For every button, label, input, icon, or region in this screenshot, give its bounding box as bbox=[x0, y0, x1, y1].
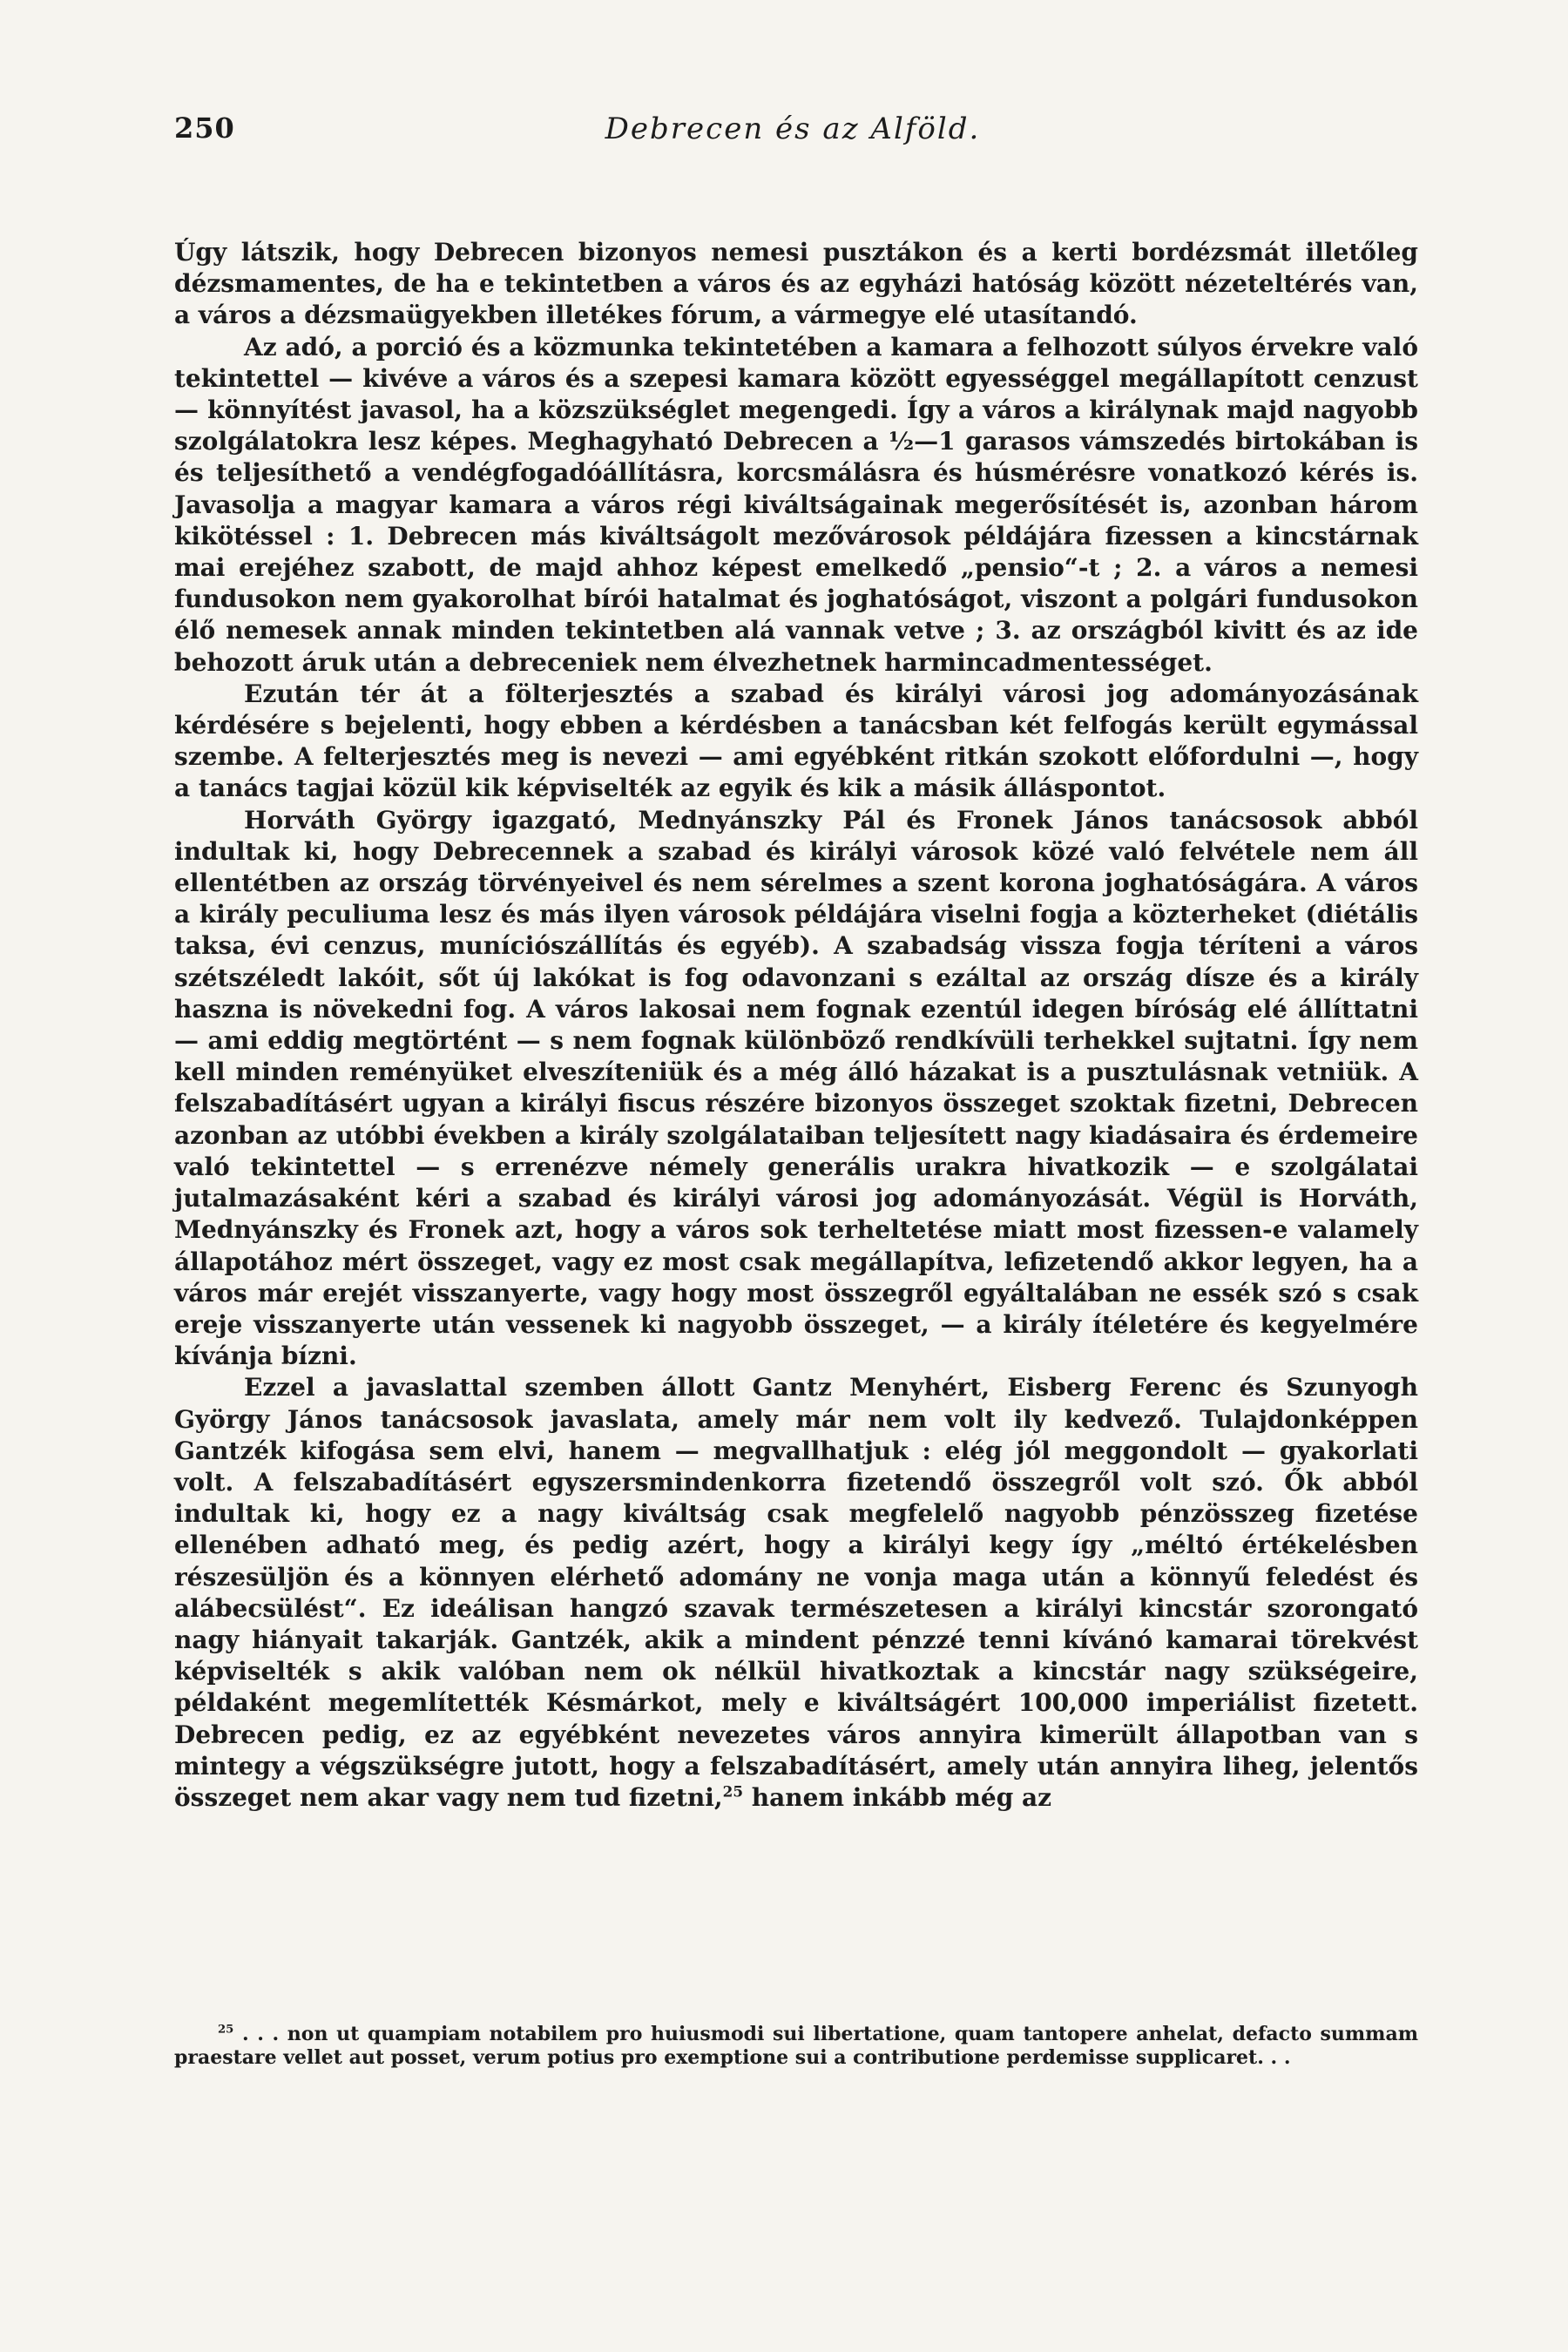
page-number: 250 bbox=[174, 112, 235, 145]
paragraph-2: Az adó, a porció és a közmunka tekintetében a kamara a felhozott súlyos érvekre való tekintettel — kivéve a város és a szepesi kamara között egyességgel megállapított cenzust — könnyítést javasol, ha a közszükséglet megengedi. Így a város a királynak majd nagyobb szolgálatokra lesz képes. Meghagyható Debrecen a ½—1 garasos vámszedés birtokában is és teljesíthető a vendégfogadóállításra, korcsmálásra és húsmérésre vonatkozó kérés is. Javasolja a magyar kamara a város régi kiváltságainak megerősítését is, azonban három kikötéssel : 1. Debrecen más kiváltságolt mezővárosok példájára fizessen a kincstárnak mai erejéhez szabott, de majd ahhoz képest emelkedő „pensio“-t ; 2. a város a nemesi fundusokon nem gyakorolhat bírói hatalmat és joghatóságot, viszont a polgári fundusokon élő nemesek annak minden tekintetben alá vannak vetve ; 3. az országból kivitt és az ide behozott áruk után a debreceniek nem élvezhetnek harmincadmentességet. bbox=[174, 332, 1418, 677]
footnote-25 bbox=[174, 2023, 1418, 2070]
footnote-reference: 25 bbox=[722, 1782, 744, 1801]
paragraph-4: Horváth György igazgató, Mednyánszky Pál és Fronek János tanácsosok abból indultak ki, hogy Debrecennek a szabad és királyi városok közé való felvétele nem áll ellentétben az ország törvényeivel és nem sérelmes a szent korona joghatóságára. A város a király peculiuma lesz és más ilyen városok példájára viselni fogja a közterheket (diétális taksa, évi cenzus, muníciószállítás és egyéb). A szabadság vissza fogja téríteni a város szétszéledt lakóit, sőt új lakókat is fog odavonzani s ezáltal az ország dísze és a király haszna is növekedni fog. A város lakosai nem fognak ezentúl idegen bíróság elé állíttatni — ami eddig megtörtént — s nem fognak különböző rendkívüli terhekkel sujtatni. Így nem kell minden reményüket elveszíteniük és a még álló házakat is a pusztulásnak vetniük. A felszabadításért ugyan a királyi fiscus részére bizonyos összeget szoktak fizetni, Debrecen azonban az utóbbi években a király szolgálataiban teljesített nagy kiadásaira és érdemeire való tekintettel — s errenézve némely generális urakra hivatkozik — e szolgálatai jutalmazásaként kéri a szabad és királyi városi jog adományozását. Végül is Horváth, Mednyánszky és Fronek azt, hogy a város sok terheltetése miatt most fizessen-e valamely állapotához mért összeget, vagy ez most csak megállapítva, lefizetendő akkor legyen, ha a város már erejét visszanyerte, vagy hogy most összegről egyáltalában ne essék szó s csak ereje visszanyerte után vessenek ki nagyobb összeget, — a király ítéletére és kegyelmére kívánja bízni. bbox=[174, 805, 1418, 1371]
page-header bbox=[174, 112, 1411, 155]
paragraph-5 bbox=[174, 1372, 1418, 1814]
footnote-text: . . . non ut quampiam notabilem pro huiusmodi sui libertatione, quam tantopere anhelat, defacto summam praestare vellet aut posset, verum potius pro exemptione sui a contributione perdemisse supplicaret. . . bbox=[174, 2023, 1418, 2069]
footnote-marker: 25 bbox=[218, 2023, 234, 2037]
paragraph-3: Ezután tér át a fölterjesztés a szabad és királyi városi jog adományozásának kérdésére s bejelenti, hogy ebben a kérdésben a tanácsban két felfogás került egymással szembe. A felterjesztés meg is nevezi — ami egyébként ritkán szokott előfordulni —, hogy a tanács tagjai közül kik képviselték az egyik és kik a másik álláspontot. bbox=[174, 679, 1418, 803]
running-head: Debrecen és az Alföld. bbox=[605, 112, 981, 146]
paragraph-1: Úgy látszik, hogy Debrecen bizonyos nemesi pusztákon és a kerti bordézsmát illetőleg dézsmamentes, de ha e tekintetben a város és az egyházi hatóság között nézeteltérés van, a város a dézsmaügyekben illetékes fórum, a vármegye elé utasítandó. bbox=[174, 238, 1418, 330]
body-text bbox=[174, 237, 1418, 1814]
footnotes bbox=[174, 2023, 1418, 2070]
paragraph-5-text: Ezzel a javaslattal szemben állott Gantz Menyhért, Eisberg Ferenc és Szunyogh György János tanácsosok javaslata, amely már nem volt ily kedvező. Tulajdonképpen Gantzék kifogása sem elvi, hanem — megvallhatjuk : elég jól meggondolt — gyakorlati volt. A felszabadításért egyszersmindenkorra fizetendő összegről volt szó. Ők abból indultak ki, hogy ez a nagy kiváltság csak megfelelő nagyobb pénzösszeg fizetése ellenében adható meg, és pedig azért, hogy a királyi kegy így „méltó értékelésben részesüljön és a könnyen elérhető adomány ne vonja maga után a könnyű feledést és alábecsülést“. Ez ideálisan hangzó szavak természetesen a királyi kincstár szorongató nagy hiányait takarják. Gantzék, akik a mindent pénzzé tenni kívánó kamarai törekvést képviselték s akik valóban nem ok nélkül hivatkoztak a kincstár nagy szükségeire, példaként megemlítették Késmárkot, mely e kiváltságért 100,000 imperiálist fizetett. Debrecen pedig, ez az egyébként nevezetes város annyira kimerült állapotban van s mintegy a végszükségre jutott, hogy a felszabadításért, amely után annyira liheg, jelentős összeget nem akar vagy nem tud fizetni, bbox=[174, 1373, 1418, 1812]
paragraph-5-tail: hanem inkább még az bbox=[743, 1782, 1052, 1812]
